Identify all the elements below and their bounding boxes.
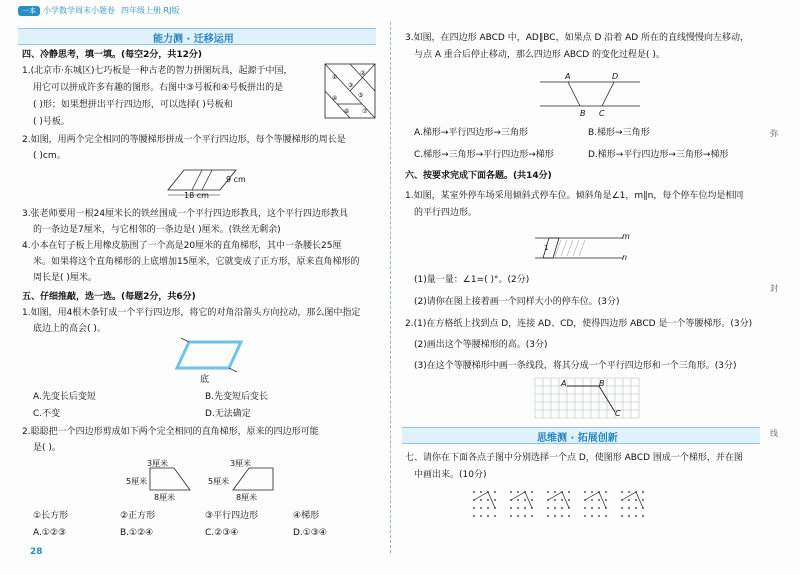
angle-1-label: 1 <box>544 244 549 252</box>
q5-option-a: A.先变长后变短 <box>33 392 96 402</box>
margin-char-2: 封 <box>770 284 778 293</box>
p1-part1: (1)量一量：∠1=( )°。(2分) <box>414 275 530 285</box>
q6-shape-4: ④梯形 <box>293 511 320 521</box>
vertex-b: B <box>580 109 586 118</box>
header <box>18 4 179 17</box>
thinking-banner-title: 思维测 · 拓展创新 <box>537 433 618 444</box>
column-divider <box>390 22 391 553</box>
tangram-figure <box>324 63 376 119</box>
svg-text:④: ④ <box>332 95 338 102</box>
q4-line3: 周长是( )厘米。 <box>33 273 97 283</box>
q5-line2: 底边上的高会( )。 <box>33 324 106 334</box>
line-n-label: n <box>622 253 628 262</box>
q1-line3: ( )形；如果想拼出平行四边形，可以选择( )号板和 <box>33 100 233 110</box>
grid-vertex-b: B <box>599 379 605 388</box>
series-name: 小学数学周末小题卷 <box>43 5 115 15</box>
q2-line1: 2.如图，用两个完全相同的等腰梯形拼成一个平行四边形，每个等腰梯形的周长是 <box>22 135 346 145</box>
svg-text:⑤: ⑤ <box>358 92 364 99</box>
s7-line2: 中画出来。(10分) <box>414 470 487 480</box>
q5-line1: 1.如图，用4根木条钉成一个平行四边形，将它的对角沿箭头方向拉动，那么图中指定 <box>22 308 361 318</box>
q3-line2: 的一条边是7厘米，与它相邻的一条边是( )厘米。(铁丝无剩余) <box>33 225 281 235</box>
r-q3-option-b: B.梯形→三角形 <box>588 128 650 138</box>
grid-vertex-a: A <box>561 379 567 388</box>
q6-option-c: C.②③④ <box>205 528 239 538</box>
q1-line4: ( )号板。 <box>33 117 70 127</box>
fig2-top-label: 3厘米 <box>230 459 252 468</box>
svg-text:⑦: ⑦ <box>362 108 368 115</box>
q5-option-b: B.先变短后变长 <box>205 392 269 402</box>
section6-title: 六、按要求完成下面各题。(共14分) <box>405 171 552 181</box>
r-q3-option-c: C.梯形→三角形→平行四边形→梯形 <box>414 150 554 160</box>
p2-line1: 2.(1)在方格纸上找到点 D，连接 AD、CD，使得四边形 ABCD 是一个等腰梯形。(3分) <box>405 319 753 329</box>
thinking-banner <box>402 427 760 444</box>
q3-line1: 3.张老师要用一根24厘米长的铁丝围成一个平行四边形教具，这个平行四边形教具 <box>22 209 349 219</box>
right-trapezoid-figure-2 <box>233 468 273 492</box>
svg-text:⑥: ⑥ <box>344 108 350 115</box>
ability-banner <box>18 28 376 45</box>
grade-label: 四年级上册 RJ版 <box>121 5 180 15</box>
vertex-d: D <box>612 72 619 81</box>
q1-line2: 用它可以拼成许多有趣的图形。右图中③号板和④号板拼出的是 <box>33 83 284 93</box>
section4-title: 四、冷静思考，填一填。(每空2分，共12分) <box>22 50 203 60</box>
q4-line1: 4.小本在钉子板上用橡皮筋围了一个高是20厘米的直角梯形，其中一条腰长25厘 <box>22 241 342 251</box>
vertex-c: C <box>599 109 605 118</box>
fig1-bottom-label: 8厘米 <box>154 493 176 502</box>
brand-logo: 一本 <box>18 6 40 16</box>
q6-option-d: D.①③④ <box>293 528 327 538</box>
r-q3-line1: 3.如图，在四边形 ABCD 中，AD∥BC，如果点 D 沿着 AD 所在的直线慢慢向左移动， <box>405 33 750 43</box>
fig1-top-label: 3厘米 <box>147 459 169 468</box>
q6-option-b: B.①②④ <box>120 528 154 538</box>
dot-grid[interactable] <box>509 490 539 520</box>
q6-shape-1: ①长方形 <box>33 511 69 521</box>
dot-grid[interactable] <box>472 490 502 520</box>
base-label: 底 <box>200 375 210 385</box>
fig-label-18cm: 18 cm <box>184 191 209 200</box>
r-q3-line2: 与点 A 重合后停止移动，那么四边形 ABCD 的变化过程是( )。 <box>414 50 665 60</box>
q6-option-a: A.①②③ <box>33 528 67 538</box>
margin-char-1: 弥 <box>770 129 778 138</box>
grid-vertex-c: C <box>615 409 621 418</box>
q6-shape-2: ②正方形 <box>120 511 156 521</box>
p2-line3: (3)在这个等腰梯形中画一条线段，将其分成一个平行四边形和一个三角形。(3分) <box>414 361 737 371</box>
ability-banner-title: 能力测 · 迁移运用 <box>153 34 234 45</box>
s7-line1: 七、请你在下面各点子图中分别选择一个点 D，使图形 ABCD 围成一个梯形，并在图 <box>405 453 743 463</box>
fig-label-9cm: 9 cm <box>226 175 246 184</box>
svg-text:①: ① <box>332 74 338 81</box>
fig2-side-label: 5厘米 <box>208 477 230 486</box>
q6-line2: 是( )。 <box>33 443 61 453</box>
q1-line1: 1.(北京市·东城区)七巧板是一种古老的智力拼图玩具，起源于中国， <box>22 66 293 76</box>
dot-grid[interactable] <box>546 490 576 520</box>
margin-char-3: 线 <box>770 429 778 438</box>
vertex-a: A <box>565 72 571 81</box>
stick-parallelogram-figure <box>175 338 245 374</box>
p1-line2: 的平行四边形。 <box>414 208 478 218</box>
r-q3-option-a: A.梯形→平行四边形→三角形 <box>414 128 528 138</box>
right-trapezoid-figure-1 <box>150 468 190 492</box>
trapezoid-abcd-figure <box>540 76 640 116</box>
q5-option-c: C.不变 <box>33 409 61 419</box>
fig2-bottom-label: 8厘米 <box>236 493 258 502</box>
page-number: 28 <box>30 547 43 557</box>
p1-line1: 1.如图，某室外停车场采用倾斜式停车位。倾斜角是∠1，m∥n，每个停车位均是相同 <box>405 191 744 201</box>
q6-shape-3: ③平行四边形 <box>205 511 259 521</box>
q4-line2: 米。如果将这个直角梯形的上底增加15厘米，它就变成了正方形，原来直角梯形的 <box>33 257 360 267</box>
p1-part2: (2)请你在图上接着画一个同样大小的停车位。(3分) <box>414 297 620 307</box>
q5-option-d: D.无法确定 <box>205 409 251 419</box>
line-m-label: m <box>622 232 630 241</box>
q2-line2: ( )cm。 <box>33 151 66 161</box>
dot-grid[interactable] <box>583 490 613 520</box>
p2-line2: (2)画出这个等腰梯形的高。(3分) <box>414 340 548 350</box>
r-q3-option-d: D.梯形→平行四边形→三角形→梯形 <box>588 150 729 160</box>
grid-paper <box>535 378 639 418</box>
svg-text:②: ② <box>360 70 366 77</box>
section5-title: 五、仔细推敲，选一选。(每题2分，共6分) <box>22 292 196 302</box>
dot-grid[interactable] <box>620 490 650 520</box>
parking-figure <box>535 232 628 262</box>
q6-line1: 2.聪聪把一个四边形剪成如下两个完全相同的直角梯形，原来的四边形可能 <box>22 427 319 437</box>
fig1-side-label: 5厘米 <box>126 477 148 486</box>
svg-text:③: ③ <box>348 82 354 89</box>
